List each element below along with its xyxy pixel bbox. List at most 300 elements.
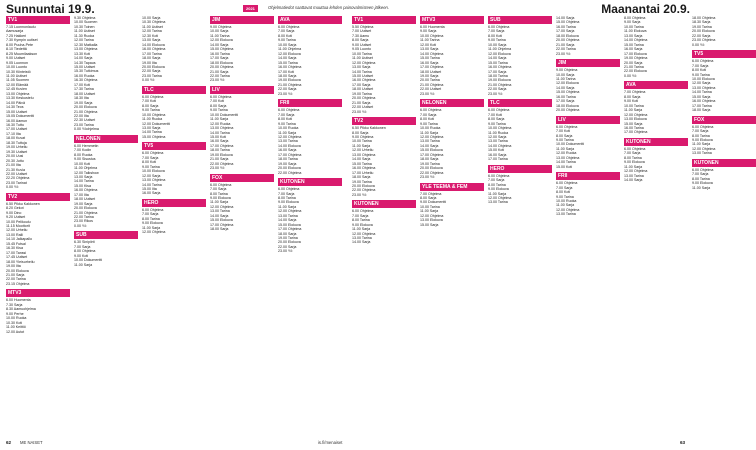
program-listing: 17.10 Ilta <box>6 131 21 136</box>
program-listing: 8.10 Tiedettä <box>6 47 27 52</box>
program-listing: 9.00 Tarina <box>488 38 506 43</box>
program-listing: 14.00 Elokuva <box>142 42 165 47</box>
program-listing: 9.00 Elokuva <box>692 137 713 142</box>
program-listing: 18.00 Tarina <box>488 73 508 78</box>
schedule-note: Ohjelmatiedot saattavat muuttua lehden painovalmisteen jälkeen. <box>268 5 390 10</box>
channel-block <box>692 159 756 190</box>
program-listing: 18.00 Elokuva <box>210 60 233 65</box>
program-listing: 14.00 Sarja <box>420 143 439 148</box>
program-listing: 13.00 Elokuva <box>420 218 443 223</box>
program-listing: 19.00 Elokuva <box>278 78 301 83</box>
program-listing: 7.00 Sarja <box>142 155 159 160</box>
program-listing: 9.00 Koti <box>624 99 639 104</box>
program-listing: 9.00 Uutiset <box>6 56 26 61</box>
program-listing: 18.00 Sarja <box>692 108 711 113</box>
program-listing: 17.00 Ohjelma <box>420 152 444 157</box>
program-listing: 16.30 Kisa <box>6 246 23 251</box>
program-listing: 19.00 Sarja <box>420 73 439 78</box>
program-listing: 6.00 Ohjelma <box>692 167 714 172</box>
program-listing: 19.00 Sarja <box>74 201 93 206</box>
channel-header: MTV3 <box>6 289 70 297</box>
program-listing: 9.00 Elokuva <box>488 187 509 192</box>
program-listing: 6.00 Ohjelma <box>142 94 164 99</box>
program-listing: 23.00 Yö <box>420 91 435 96</box>
program-listing: 14.10 Jalkapallo <box>6 237 32 242</box>
program-listing: 14.00 Elokuva <box>278 143 301 148</box>
program-listing: 18.00 Uutiset <box>420 69 442 74</box>
program-listing: 15.00 Sarja <box>420 222 439 227</box>
channel-header: KUTONEN <box>278 178 342 186</box>
program-listing: 20.00 Elokuva <box>278 166 301 171</box>
program-listing: 14.00 Sarja <box>352 157 371 162</box>
program-listing: 17.00 Tarina <box>488 157 508 162</box>
program-listing: 18.30 Sarja <box>692 20 711 25</box>
program-listing: 19.00 Tarina <box>420 161 440 166</box>
channel-block <box>142 142 206 196</box>
program-listing: 18.00 Tarina <box>210 148 230 153</box>
channel-header: LIV <box>210 86 274 94</box>
program-listing: 19.00 Elokuva <box>210 152 233 157</box>
program-listing: 9.00 Elokuva <box>352 222 373 227</box>
program-listing: 7.00 Sarja <box>420 112 437 117</box>
program-listing: 20.00 Uusi <box>6 154 24 159</box>
program-listing: 17.00 Sarja <box>556 29 575 34</box>
program-listing: 15.00 Ilta <box>142 186 157 191</box>
program-listing: 11.00 Uutiset <box>352 56 373 61</box>
program-listing: 16.00 Ohjelma <box>278 65 302 70</box>
channel-block <box>352 16 416 114</box>
program-listing: 6.00 Ohjelma <box>210 182 232 187</box>
program-listing: 13.00 Sarja <box>142 38 161 43</box>
program-listing: 10.00 Dokumentti <box>210 112 239 117</box>
program-listing: 12.00 Ohjelma <box>624 112 648 117</box>
left-page-number: 62 <box>6 440 12 445</box>
program-listing: 12.00 Koti <box>420 42 437 47</box>
program-listing: 8.00 Koti <box>278 117 293 122</box>
program-listing: 9.30 Ohjelma <box>74 16 96 20</box>
program-listing: 10.00 Ruoka <box>6 316 27 321</box>
program-listing: 7.00 Sarja <box>278 191 295 196</box>
program-listing: 13.00 Sarja <box>142 125 161 130</box>
program-listing: 9.00 Ohjelma <box>210 25 232 29</box>
channel-block <box>74 231 138 267</box>
program-listing: 19.00 Tarina <box>278 236 298 241</box>
program-listing: 10.00 Ohjelma <box>142 112 166 117</box>
program-listing: 20.00 Ohjelma <box>556 38 580 43</box>
program-listing: 22.00 Uutiset <box>352 105 374 110</box>
channel-block <box>352 200 416 245</box>
program-listing: 8.00 Tarina <box>278 195 296 200</box>
channel-header: KUTONEN <box>352 200 416 208</box>
program-listing: 10.00 Tarina <box>624 24 644 29</box>
channel-header: FOX <box>692 116 756 124</box>
program-listing: 20.00 Tarina <box>420 78 440 83</box>
channel-header: AVA <box>624 81 688 89</box>
program-listing: 17.00 Koti <box>278 69 295 74</box>
channel-header: TV2 <box>352 117 416 125</box>
program-listing: 22.00 Ilta <box>74 113 89 118</box>
program-listing: 22.00 Tarina <box>210 73 230 78</box>
program-listing: 11.00 Sarja <box>278 130 297 135</box>
program-listing: 21.30 Kuvia <box>6 167 25 172</box>
program-listing: 22.00 Ohjelma <box>210 161 234 166</box>
program-listing: 10.00 Sarja <box>488 42 507 47</box>
channel-header: MTV3 <box>420 16 484 24</box>
program-listing: 9.00 Elokuva <box>142 221 163 226</box>
program-listing: 15.00 Uutiset <box>6 109 28 114</box>
program-listing: 22.00 Tarina <box>556 47 576 52</box>
program-listing: 20.00 Ohjelma <box>352 96 376 101</box>
program-listing: 15.00 Elokuva <box>210 218 233 223</box>
program-listing: 7.00 Kodin <box>74 148 92 153</box>
program-listing: 14.00 Ohjelma <box>624 38 648 43</box>
program-listing: 16.00 Sarja <box>488 152 507 157</box>
program-listing: 8.00 Ohjelma <box>624 16 646 20</box>
program-listing: 22.00 Sarja <box>278 87 297 92</box>
program-listing: 13.00 Tarina <box>352 236 372 241</box>
program-listing: 6.00 Ohjelma <box>488 173 510 178</box>
program-listing: 15.00 Tarina <box>420 56 440 61</box>
program-listing: 9.00 Tarina <box>556 137 574 142</box>
program-listing: 7.25 Hakkeri <box>6 33 27 38</box>
right-page-number: 63 <box>680 440 686 445</box>
program-listing: 6.00 Ohjelma <box>278 25 300 29</box>
program-listing: 12.00 Tarina <box>74 38 94 43</box>
program-listing: 9.00 Tarina <box>556 194 574 199</box>
program-listing: 18.00 Elokuva <box>556 33 579 38</box>
listing-column <box>6 16 70 436</box>
program-listing: 12.00 Ohjelma <box>692 146 716 151</box>
program-listing: 19.00 Urheilu <box>6 145 28 150</box>
channel-header: NELONEN <box>420 99 484 107</box>
program-listing: 8.00 Tarina <box>692 133 710 138</box>
program-listing: 22.00 Ohjelma <box>352 188 376 193</box>
program-listing: 14.00 Tarina <box>556 160 576 165</box>
program-listing: 11.00 Sarja <box>420 209 439 214</box>
program-listing: 23.00 Tarina <box>142 73 162 78</box>
channel-block <box>624 16 688 78</box>
program-listing: 20.00 Elokuva <box>352 183 375 188</box>
program-listing: 13.00 Ohjelma <box>210 126 234 131</box>
program-listing: 13.00 Tarina <box>420 139 440 144</box>
program-listing: 9.00 Tarina <box>142 164 160 169</box>
program-listing: 7.00 Sarja <box>210 187 227 192</box>
program-listing: 21.00 Sarja <box>210 69 229 74</box>
program-listing: 6.00 Ohjelma <box>692 59 714 64</box>
program-listing: 22.00 Sarja <box>488 87 507 92</box>
program-listing: Aamusarja <box>6 29 24 34</box>
channel-header: JIM <box>210 16 274 24</box>
program-listing: 11.00 Sarja <box>142 225 161 230</box>
program-listing: 10.00 Sarja <box>278 42 297 47</box>
program-listing: 9.00 Elokuva <box>692 181 713 186</box>
program-listing: 11.00 Sarja <box>278 204 297 209</box>
program-listing: 14.00 Tarina <box>352 69 372 74</box>
channel-header: AVA <box>278 16 342 24</box>
channel-header: SUB <box>74 231 138 239</box>
program-listing: 6.00 Ohjelma <box>352 209 374 214</box>
program-listing: 9.00 Elokuva <box>624 160 645 165</box>
program-listing: 11.00 Sarja <box>488 191 507 196</box>
program-listing: 8.00 Sarja <box>624 94 641 99</box>
channel-block <box>74 135 138 229</box>
program-listing: 9.00 Sarja <box>420 29 437 34</box>
channel-block <box>420 99 484 179</box>
program-listing: 19.00 Ohjelma <box>624 56 648 61</box>
program-listing: 16.00 Ohjelma <box>352 166 376 171</box>
listing-column <box>142 16 206 436</box>
program-listing: 11.00 Ohjelma <box>74 166 98 171</box>
program-listing: 8.00 Tarina <box>624 155 642 160</box>
program-listing: 18.00 Elokuva <box>556 103 579 108</box>
channel-block <box>488 165 552 205</box>
program-listing: 7.00 Koti <box>142 99 157 104</box>
channel-block <box>210 16 274 83</box>
channel-block <box>352 117 416 197</box>
program-listing: 20.00 Elokuva <box>74 105 97 110</box>
program-listing: 11.00 Uutiset <box>74 29 95 34</box>
program-listing: 16.00 Tarina <box>624 125 644 130</box>
program-listing: 16.00 Aamun <box>6 118 28 123</box>
channel-block <box>692 50 756 112</box>
program-listing: 14.00 Tarina <box>74 179 94 184</box>
program-listing: 14.00 Ohjelma <box>420 51 444 56</box>
program-listing: 15.00 Koti <box>210 134 227 139</box>
program-listing: 14.00 Sarja <box>278 56 297 61</box>
program-listing: 6.00 Huomenta <box>420 25 445 29</box>
channel-block <box>556 59 620 113</box>
program-listing: 7.00 Sarja <box>352 213 369 218</box>
channel-header: JIM <box>556 59 620 67</box>
listing-column <box>420 16 484 436</box>
program-listing: 6.00 Ohjelma <box>488 108 510 113</box>
program-listing: 10.30 Koti <box>6 320 23 325</box>
program-listing: 17.00 Tarina <box>142 51 162 56</box>
program-listing: 19.00 Elokuva <box>488 78 511 83</box>
program-listing: 7.30 Sarja <box>6 302 23 307</box>
program-listing: 7.00 Sarja <box>278 29 295 34</box>
program-listing: 0.00 Yö <box>692 42 705 47</box>
channel-header: FRII <box>556 172 620 180</box>
program-listing: 17.00 Urheilu <box>352 170 374 175</box>
listing-column <box>210 16 274 436</box>
program-listing: 21.00 Ohjelma <box>278 82 302 87</box>
program-listing: 18.00 Kuvat <box>6 136 26 141</box>
program-listing: 13.00 Ohjelma <box>352 152 376 157</box>
program-listing: 15.00 Tarina <box>352 161 372 166</box>
program-listing: 15.00 Tarina <box>278 60 298 65</box>
program-listing: 9.00 Ohjelma <box>352 134 374 139</box>
program-listing: 14.00 Tarina <box>210 130 230 135</box>
program-listing: 16.30 Tuttu <box>6 122 24 127</box>
listing-column <box>74 16 138 436</box>
program-listing: 14.30 Tapaus <box>74 60 96 65</box>
left-page <box>6 16 348 436</box>
program-listing: 12.00 Sarja <box>142 173 161 178</box>
program-listing: 7.00 Sarja <box>624 151 641 156</box>
program-listing: 8.00 Koti <box>692 68 707 73</box>
program-listing: 10.00 Tarina <box>352 139 372 144</box>
program-listing: 16.00 Sarja <box>624 47 643 52</box>
program-listing: 20.00 Elokuva <box>278 240 301 245</box>
channel-block <box>74 16 138 132</box>
program-listing: 6.50 Pikku Kakkonen <box>352 126 386 131</box>
program-listing: 13.00 Tarina <box>488 139 508 144</box>
program-listing: 19.30 Uutiset <box>6 149 28 154</box>
program-listing: 7.15 Luonnonlaulu <box>6 25 36 29</box>
program-listing: 10.00 Dokumentti <box>74 258 103 263</box>
program-listing: 15.00 Ohjelma <box>556 90 580 95</box>
program-listing: 12.00 Ohjelma <box>278 209 302 214</box>
program-listing: 12.00 Elokuva <box>556 81 579 86</box>
program-listing: 18.00 Uutiset <box>352 87 374 92</box>
listing-column <box>556 16 620 436</box>
program-listing: 13.00 Ralli <box>6 232 23 237</box>
program-listing: 22.00 Sarja <box>692 33 711 38</box>
program-listing: 10.30 Kiinteistö <box>6 69 31 74</box>
program-listing: 11.00 Sarja <box>556 203 575 208</box>
program-listing: 17.00 Ohjelma <box>624 130 648 135</box>
program-listing: 9.00 Tarina <box>692 72 710 77</box>
program-listing: 13.00 Tarina <box>278 213 298 218</box>
program-listing: 8.00 Tarina <box>210 191 228 196</box>
program-listing: 16.00 Ohjelma <box>488 65 512 70</box>
program-listing: 17.00 Uutiset <box>6 127 28 132</box>
program-listing: 10.00 Ohjelma <box>420 33 444 38</box>
program-listing: 14.00 Sarja <box>210 213 229 218</box>
program-listing: 8.00 Sarja <box>142 103 159 108</box>
program-listing: 23.00 Yö <box>420 175 435 180</box>
channel-header: NELONEN <box>74 135 138 143</box>
program-listing: 22.00 Tarina <box>74 215 94 220</box>
program-listing: 12.00 Sarja <box>692 81 711 86</box>
program-listing: 18.00 Uutiset <box>74 197 96 202</box>
program-listing: 16.00 Sarja <box>210 139 229 144</box>
program-listing: 18.00 Sarja <box>278 73 297 78</box>
program-listing: 7.00 Sarja <box>692 172 709 177</box>
program-listing: 13.00 Ohjelma <box>142 178 166 183</box>
program-listing: 17.00 Ohjelma <box>210 222 234 227</box>
program-listing: 10.00 Sarja <box>210 29 229 34</box>
program-listing: 8.00 Koti <box>278 33 293 38</box>
program-listing: 16.00 Tarina <box>556 24 576 29</box>
program-listing: 17.00 Ilta <box>74 192 89 197</box>
program-listing: 11.00 Sarja <box>624 108 643 113</box>
right-page <box>352 16 719 436</box>
program-listing: 11.00 Sarja <box>624 164 643 169</box>
program-listing: 6.00 Ohjelma <box>142 207 164 212</box>
program-listing: 9.00 Elokuva <box>210 195 231 200</box>
program-listing: 10.00 Koti <box>74 161 91 166</box>
program-listing: 6.00 Huomenta <box>6 298 31 303</box>
program-listing: 9.00 Dino <box>6 210 22 215</box>
program-listing: 14.00 Sarja <box>278 218 297 223</box>
channel-header: YLE TEEMA & FEM <box>420 183 484 191</box>
program-listing: 23.00 Yö <box>556 51 571 56</box>
program-listing: 12.00 Urheilu <box>6 228 28 233</box>
channel-header: TV5 <box>142 142 206 150</box>
program-listing: 12.30 Matkalla <box>74 42 98 47</box>
program-listing: 8.00 Ruoka <box>74 152 93 157</box>
program-listing: 20.30 Juttu <box>6 158 24 163</box>
program-listing: 23.00 Tarinat <box>6 180 27 185</box>
program-listing: 9.00 Perhe <box>6 311 24 316</box>
program-listing: 11.05 Suomen <box>6 78 30 83</box>
program-listing: 11.00 Tarina <box>556 76 576 81</box>
program-listing: 17.00 Koti <box>74 82 91 87</box>
program-listing: 22.30 Uutiset <box>74 118 96 123</box>
program-listing: 12.00 Ohjelma <box>142 230 166 235</box>
program-listing: 17.00 Tarina <box>692 103 712 108</box>
program-listing: 11.00 Sarja <box>210 117 229 122</box>
program-listing: 12.00 Tarina <box>142 29 162 34</box>
program-listing: 19.00 Tarina <box>352 91 372 96</box>
program-listing: 11.00 Ohjelma <box>488 47 512 52</box>
channel-block <box>692 16 756 47</box>
program-listing: 16.00 Sarja <box>142 191 161 196</box>
channel-block <box>210 174 274 232</box>
program-listing: 12.30 Koti <box>142 33 159 38</box>
program-listing: 18.00 Sarja <box>420 157 439 162</box>
program-listing: 18.00 Sarja <box>278 231 297 236</box>
channel-block <box>6 193 70 287</box>
program-listing: 18.00 Uutiset <box>74 91 96 96</box>
program-listing: 11.00 Sarja <box>556 146 575 151</box>
program-listing: 8.00 Koti <box>420 117 435 122</box>
program-listing: 15.00 Elokuva <box>420 148 443 153</box>
program-listing: 7.00 Sarja <box>74 244 91 249</box>
program-listing: 14.00 Sarja <box>210 42 229 47</box>
program-listing: 9.00 Tarina <box>278 121 296 126</box>
program-listing: 16.30 Ohjelma <box>74 78 98 83</box>
program-listing: 14.00 Sarja <box>624 178 643 183</box>
program-listing: 7.00 Sarja <box>142 212 159 217</box>
program-listing: 11.00 Ruoka <box>488 130 509 135</box>
program-listing: 6.00 Ohjelma <box>420 108 442 113</box>
program-listing: 8.00 Koti <box>142 160 157 165</box>
program-listing: 23.00 Yö <box>278 91 293 96</box>
program-listing: 9.00 Elokuva <box>278 200 299 205</box>
program-listing: 0.00 Yö <box>142 78 155 83</box>
program-listing: 16.00 Ohjelma <box>352 78 376 83</box>
program-listing: 15.00 Uutiset <box>74 64 96 69</box>
program-listing: 11.00 Sarja <box>420 130 439 135</box>
program-listing: 20.00 Elokuva <box>142 64 165 69</box>
program-listing: 13.00 Tarina <box>624 173 644 178</box>
channel-block <box>556 16 620 56</box>
program-listing: 15.00 Koti <box>488 148 505 153</box>
program-listing: 12.00 Urheilu <box>352 148 374 153</box>
program-listing: 8.00 Tarina <box>142 216 160 221</box>
program-listing: 0.00 Yö <box>624 73 637 78</box>
program-listing: 0.00 Yö <box>6 185 19 190</box>
program-listing: 8.00 Koti <box>556 190 571 195</box>
program-listing: 23.00 Yö <box>278 249 293 254</box>
program-listing: 6.00 Ohjelma <box>210 94 232 99</box>
program-listing: 16.00 Ohjelma <box>692 99 716 104</box>
program-listing: 7.00 Ohjelma <box>420 191 442 196</box>
program-listing: 13.00 Tarina <box>210 209 230 214</box>
program-listing: 16.00 Sarja <box>278 148 297 153</box>
program-listing: 20.00 Ohjelma <box>556 108 580 113</box>
program-listing: 13.00 Elokuva <box>624 117 647 122</box>
program-listing: 17.30 Tarina <box>74 87 94 92</box>
program-listing: 23.00 Yö <box>352 109 367 114</box>
program-listing: 5.50 Ohjelma <box>352 25 374 29</box>
program-listing: 13.00 Sarja <box>420 47 439 52</box>
channel-header: TLC <box>142 86 206 94</box>
program-listing: 11.00 Sarja <box>692 185 711 190</box>
